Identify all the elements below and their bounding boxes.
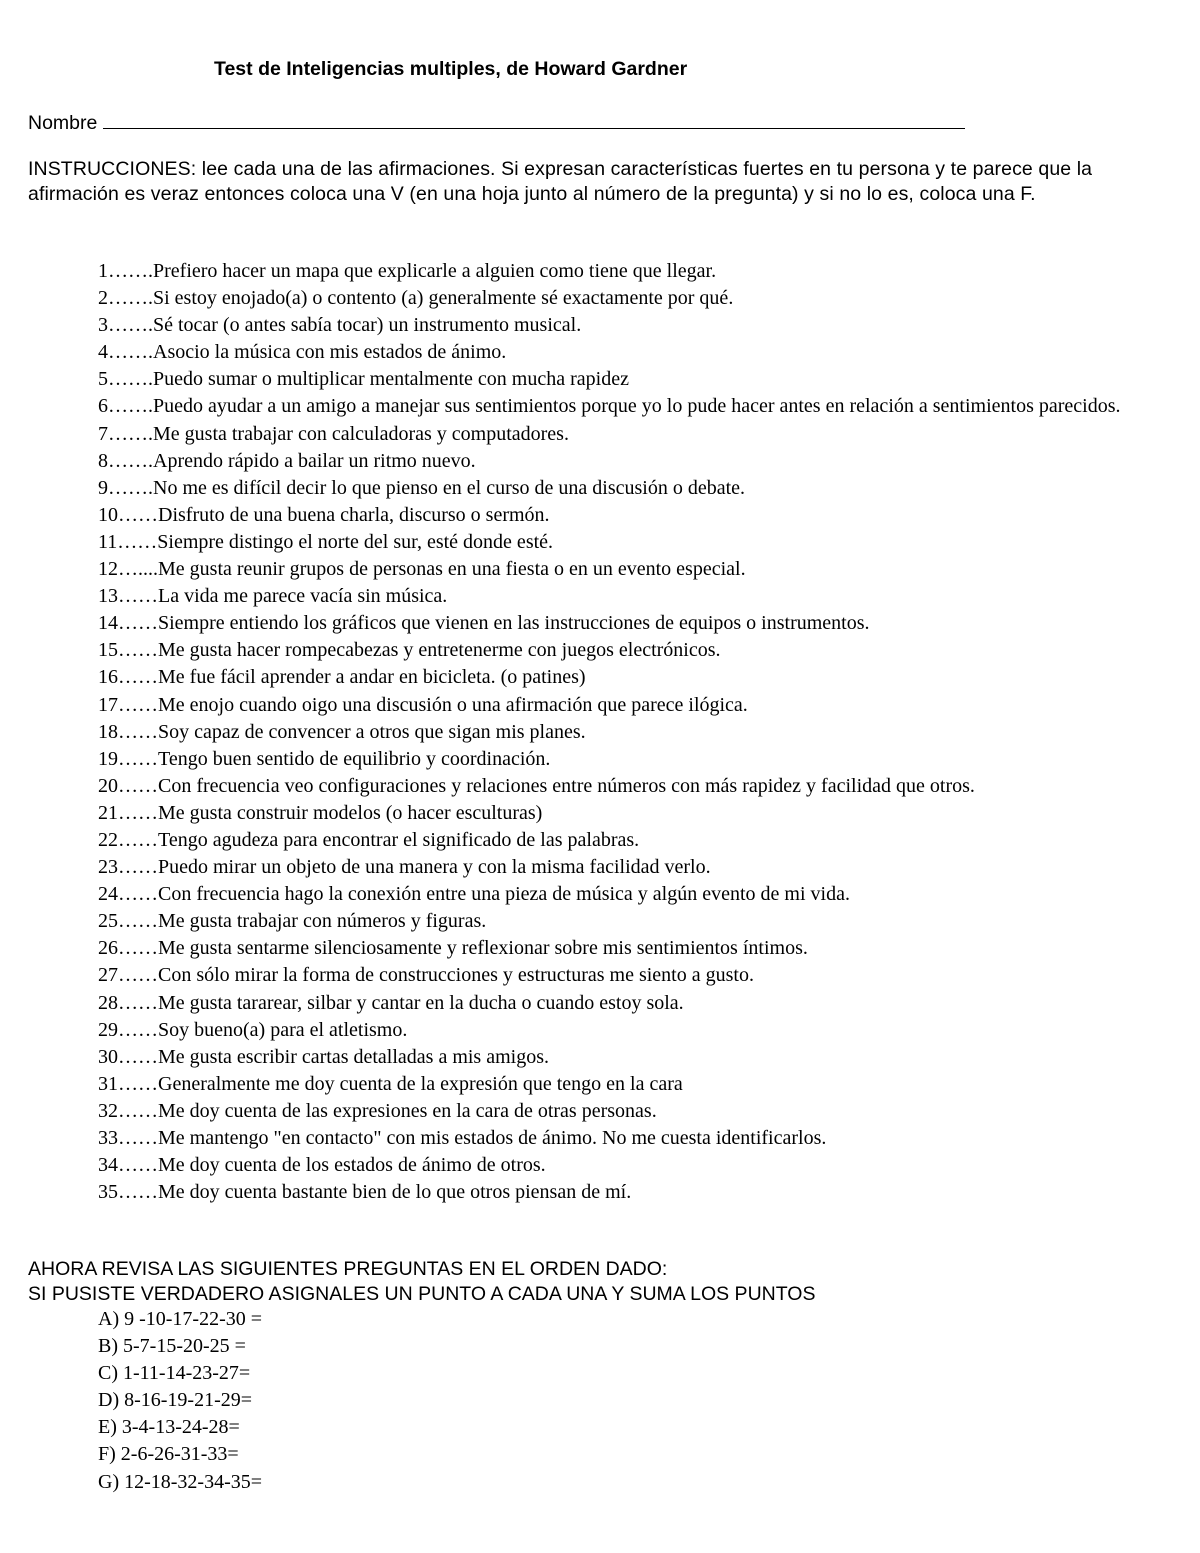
question-list: [98, 258, 1158, 1206]
question-item: 35……Me doy cuenta bastante bien de lo que otros piensan de mí.: [98, 1181, 632, 1204]
question-item: 3…….Sé tocar (o antes sabía tocar) un instrumento musical.: [98, 314, 582, 337]
scoring-group-d: D) 8-16-19-21-29=: [98, 1389, 253, 1412]
question-item: 19……Tengo buen sentido de equilibrio y coordinación.: [98, 747, 551, 770]
question-item: 33……Me mantengo "en contacto" con mis estados de ánimo. No me cuesta identificarlos.: [98, 1127, 827, 1149]
question-item: 24……Con frecuencia hago la conexión entre una pieza de música y algún evento de mi vida.: [98, 883, 850, 906]
question-item: 17……Me enojo cuando oigo una discusión o una afirmación que parece ilógica.: [98, 693, 748, 716]
question-item: 21……Me gusta construir modelos (o hacer esculturas): [98, 801, 543, 824]
question-item: 7…….Me gusta trabajar con calculadoras y computadores.: [98, 422, 569, 445]
question-item: 16……Me fue fácil aprender a andar en bicicleta. (o patines): [98, 666, 586, 689]
question-item: 25……Me gusta trabajar con números y figuras.: [98, 910, 487, 933]
question-item: 4…….Asocio la música con mis estados de ánimo.: [98, 341, 507, 364]
question-item: 14……Siempre entiendo los gráficos que vienen en las instrucciones de equipos o instrumentos.: [98, 612, 870, 635]
question-item: 12…....Me gusta reunir grupos de personas en una fiesta o en un evento especial.: [98, 558, 746, 581]
document-title: Test de Inteligencias multiples, de Howard Gardner: [214, 58, 688, 80]
name-field-row: [28, 108, 965, 135]
question-item: 27……Con sólo mirar la forma de construcciones y estructuras me siento a gusto.: [98, 964, 754, 987]
scoring-group-g: G) 12-18-32-34-35=: [98, 1470, 263, 1493]
scoring-group-e: E) 3-4-13-24-28=: [98, 1416, 240, 1439]
question-item: 32……Me doy cuenta de las expresiones en la cara de otras personas.: [98, 1099, 657, 1122]
scoring-group-a: A) 9 -10-17-22-30 =: [98, 1308, 263, 1330]
question-item: 11……Siempre distingo el norte del sur, esté donde esté.: [98, 530, 554, 553]
question-item: 9…….No me es difícil decir lo que pienso en el curso de una discusión o debate.: [98, 476, 746, 499]
question-item: 20……Con frecuencia veo configuraciones y relaciones entre números con más rapidez y facilidad que otros.: [98, 774, 975, 797]
instructions-paragraph: INSTRUCCIONES: lee cada una de las afirmaciones. Si expresan características fuertes en tu persona y te parece que la afirmación es veraz entonces coloca una V (en una hoja junto al número de la pregunta) y si no lo es, coloca una F.: [28, 158, 1093, 205]
question-item: 22……Tengo agudeza para encontrar el significado de las palabras.: [98, 828, 640, 851]
question-item: 10……Disfruto de una buena charla, discurso o sermón.: [98, 503, 550, 526]
question-item: 6…….Puedo ayudar a un amigo a manejar sus sentimientos porque yo lo pude hacer antes en relación a sentimientos parecidos.: [98, 395, 1121, 418]
name-label: Nombre: [28, 112, 98, 134]
scoring-group-b: B) 5-7-15-20-25 =: [98, 1335, 246, 1358]
name-blank-line: [103, 108, 965, 129]
question-item: 18……Soy capaz de convencer a otros que sigan mis planes.: [98, 720, 586, 743]
question-item: 8…….Aprendo rápido a bailar un ritmo nuevo.: [98, 449, 476, 472]
scoring-group-c: C) 1-11-14-23-27=: [98, 1362, 251, 1385]
question-item: 2…….Si estoy enojado(a) o contento (a) generalmente sé exactamente por qué.: [98, 287, 734, 310]
question-item: 5…….Puedo sumar o multiplicar mentalmente con mucha rapidez: [98, 368, 629, 391]
question-item: 1…….Prefiero hacer un mapa que explicarle a alguien como tiene que llegar.: [98, 260, 717, 282]
review-line-2: SI PUSISTE VERDADERO ASIGNALES UN PUNTO A CADA UNA Y SUMA LOS PUNTOS: [28, 1282, 816, 1305]
question-item: 23……Puedo mirar un objeto de una manera y con la misma facilidad verlo.: [98, 856, 711, 879]
question-item: 26……Me gusta sentarme silenciosamente y reflexionar sobre mis sentimientos íntimos.: [98, 937, 808, 960]
question-item: 29……Soy bueno(a) para el atletismo.: [98, 1018, 408, 1041]
question-item: 34……Me doy cuenta de los estados de ánimo de otros.: [98, 1154, 546, 1177]
review-instructions: [28, 1257, 1168, 1306]
question-item: 30……Me gusta escribir cartas detalladas a mis amigos.: [98, 1045, 549, 1068]
question-item: 28……Me gusta tararear, silbar y cantar en la ducha o cuando estoy sola.: [98, 991, 684, 1014]
question-item: 13……La vida me parece vacía sin música.: [98, 585, 448, 608]
question-item: 31……Generalmente me doy cuenta de la expresión que tengo en la cara: [98, 1072, 683, 1095]
scoring-group-f: F) 2-6-26-31-33=: [98, 1443, 239, 1466]
review-line-1: AHORA REVISA LAS SIGUIENTES PREGUNTAS EN EL ORDEN DADO:: [28, 1258, 668, 1280]
scoring-group-list: [98, 1306, 262, 1496]
question-item: 15……Me gusta hacer rompecabezas y entretenerme con juegos electrónicos.: [98, 639, 721, 662]
